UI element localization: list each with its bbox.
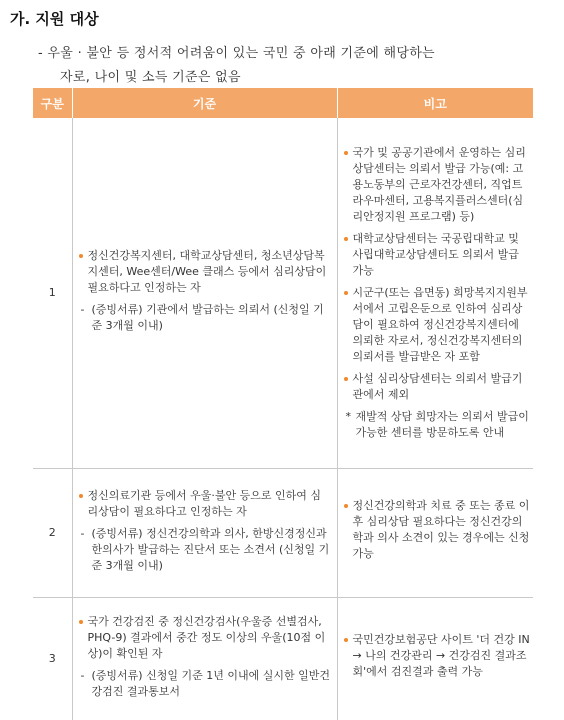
intro-line-2: 자로, 나이 및 소득 기준은 없음 — [38, 66, 548, 90]
row-number: 1 — [33, 118, 72, 469]
criteria-bullet: 정신건강복지센터, 대학교상담센터, 청소년상담복지센터, Wee센터/Wee 클래스 등에서 심리상담이 필요하다고 인정하는 자 — [77, 248, 331, 296]
header-criteria: 기준 — [72, 88, 337, 118]
row-number: 2 — [33, 469, 72, 598]
section-title: 가. 지원 대상 — [10, 8, 99, 29]
table-row — [33, 118, 533, 469]
note-bullet: 시군구(또는 읍면동) 희망복지지원부서에서 고립은둔으로 인하여 심리상담이 필요하여 정신건강복지센터에 의뢰한 자로서, 정신건강복지센터의 의뢰서를 발급받은 자 포함 — [342, 285, 532, 365]
evidence-item: - (증빙서류) 기관에서 발급하는 의뢰서 (신청일 기준 3개월 이내) — [77, 302, 331, 334]
header-notes: 비고 — [337, 88, 533, 118]
table-row — [33, 469, 533, 598]
evidence-item: - (증빙서류) 정신건강의학과 의사, 한방신경정신과 한의사가 발급하는 진단서 또는 소견서 (신청일 기준 3개월 이내) — [77, 526, 331, 574]
note-bullet: 정신건강의학과 치료 중 또는 종료 이후 심리상담 필요하다는 정신건강의학과 의사 소견이 있는 경우에는 신청 가능 — [342, 498, 532, 562]
criteria-bullet: 국가 건강검진 중 정신건강검사(우울증 선별검사, PHQ-9) 결과에서 중간 정도 이상의 우울(10점 이상)이 확인된 자 — [77, 614, 331, 662]
notes-cell — [337, 118, 533, 469]
note-bullet: 대학교상담센터는 국공립대학교 및 사립대학교상담센터도 의뢰서 발급 가능 — [342, 231, 532, 279]
star-note: * 재발적 상담 희망자는 의뢰서 발급이 가능한 센터를 방문하도록 안내 — [342, 409, 532, 441]
row-number: 3 — [33, 598, 72, 720]
evidence-item: - (증빙서류) 신청일 기준 1년 이내에 실시한 일반건강검진 결과통보서 — [77, 668, 331, 700]
note-bullet: 사설 심리상담센터는 의뢰서 발급기관에서 제외 — [342, 371, 532, 403]
evidence-text: (증빙서류) 정신건강의학과 의사, 한방신경정신과 한의사가 발급하는 진단서 또는 소견서 (신청일 기준 3개월 이내) — [92, 527, 330, 572]
note-bullet: 국가 및 공공기관에서 운영하는 심리상담센터는 의뢰서 발급 가능(예: 고용노동부의 근로자건강센터, 직업트라우마센터, 고용복지플러스센터(심리안정지원 프로그램) 등) — [342, 145, 532, 225]
note-bullet: 국민건강보험공단 사이트 '더 건강 IN → 나의 건강관리 → 건강검진 결과조회'에서 검진결과 출력 가능 — [342, 632, 532, 680]
evidence-text: (증빙서류) 기관에서 발급하는 의뢰서 (신청일 기준 3개월 이내) — [92, 303, 324, 332]
eligibility-table — [33, 88, 533, 720]
notes-cell — [337, 598, 533, 720]
table-row — [33, 598, 533, 720]
notes-cell — [337, 469, 533, 598]
header-category: 구분 — [33, 88, 72, 118]
table-header-row — [33, 88, 533, 118]
star-note-text: 재발적 상담 희망자는 의뢰서 발급이 가능한 센터를 방문하도록 안내 — [356, 410, 529, 439]
criteria-cell — [72, 469, 337, 598]
evidence-text: (증빙서류) 신청일 기준 1년 이내에 실시한 일반건강검진 결과통보서 — [92, 669, 330, 698]
intro-line-1: - 우울 · 불안 등 정서적 어려움이 있는 국민 중 아래 기준에 해당하는 — [38, 42, 548, 66]
criteria-cell — [72, 118, 337, 469]
criteria-bullet: 정신의료기관 등에서 우울·불안 등으로 인하여 심리상담이 필요하다고 인정하는 자 — [77, 488, 331, 520]
criteria-cell — [72, 598, 337, 720]
intro-text — [38, 42, 548, 90]
